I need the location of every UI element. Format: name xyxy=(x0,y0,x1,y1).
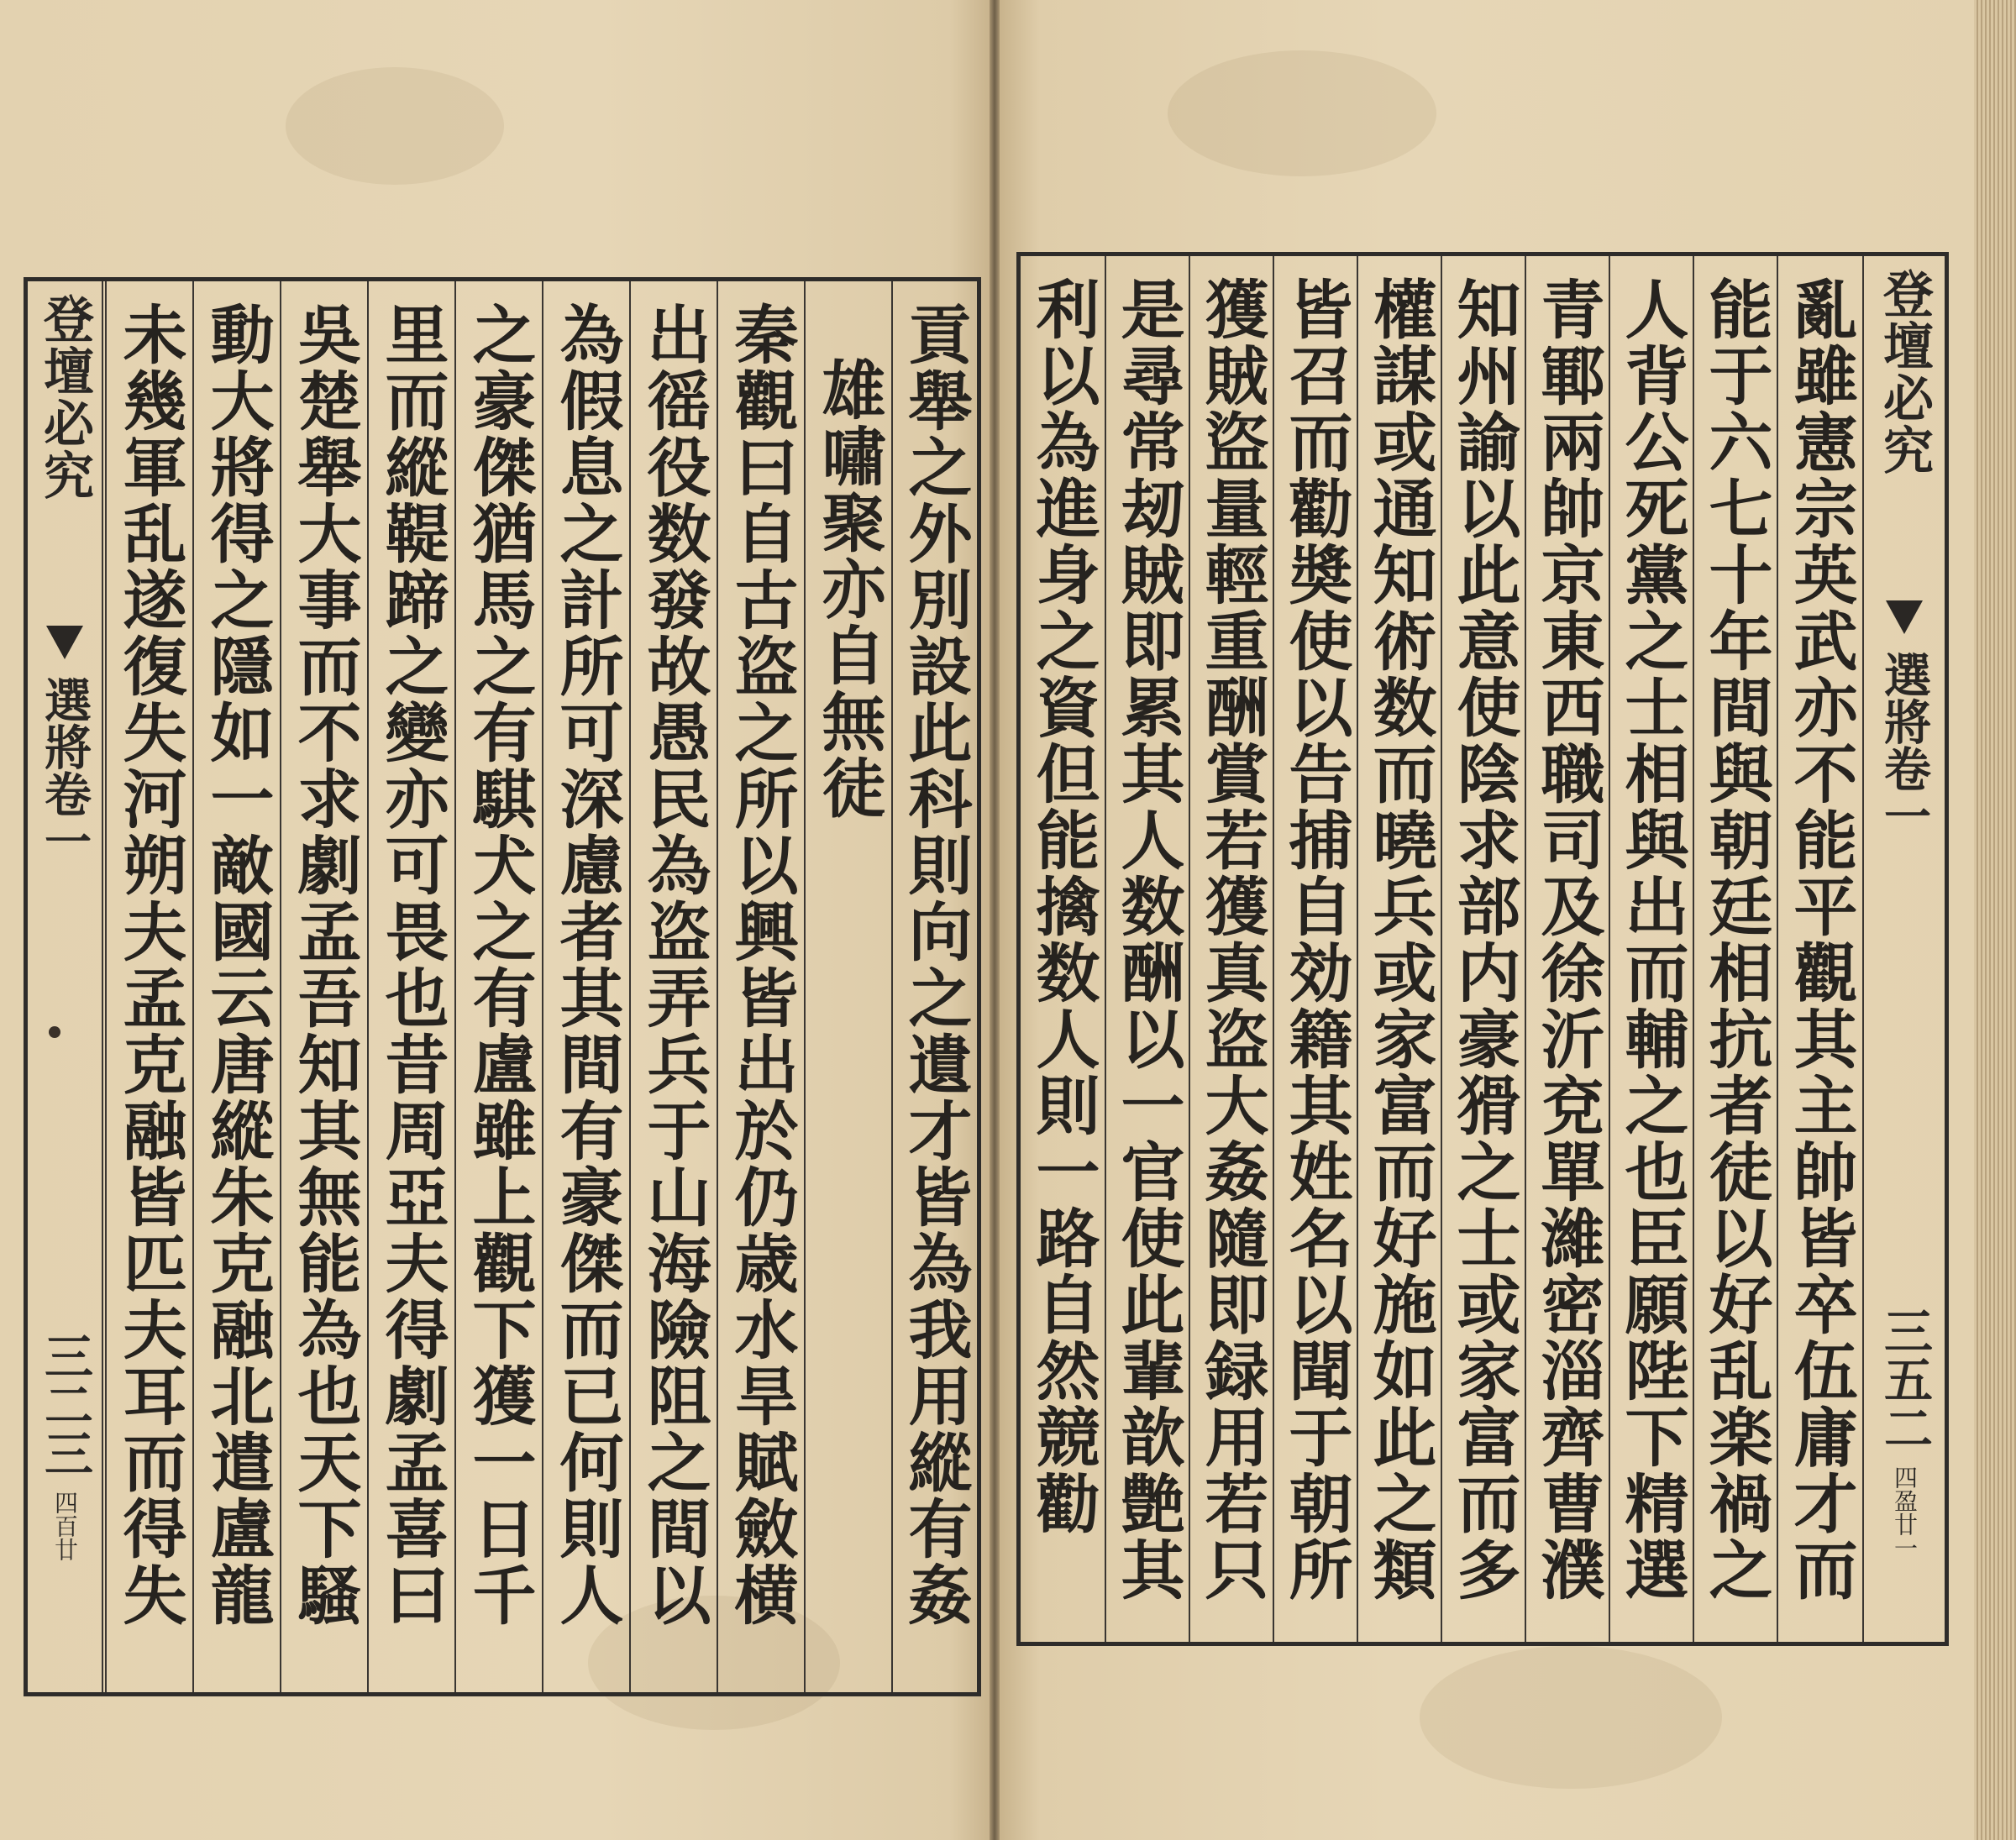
right-text-column-6: 權謀或通知術数而曉兵或家富而好施如此之類 xyxy=(1357,256,1441,1642)
fishtail-mark xyxy=(46,626,83,659)
fishtail-mark xyxy=(1886,600,1923,634)
right-banxin xyxy=(1862,256,1945,1642)
paper-stain xyxy=(286,67,504,185)
left-banxin xyxy=(28,281,103,1692)
book-gutter xyxy=(990,0,1000,1840)
right-text-column-5: 知州諭以此意使陰求部内豪猾之士或家富而多 xyxy=(1441,256,1525,1642)
right-text-frame xyxy=(1016,252,1949,1646)
right-text-column-10: 利以為進身之資但能擒数人則一路自然競勸 xyxy=(1026,276,1100,1537)
left-banxin-leaf-number: 三二三 xyxy=(36,1331,93,1477)
right-text-column-9: 是尋常刼賊即累其人数酬以一官使此輩歆艶其 xyxy=(1105,256,1189,1642)
left-text-column-5: 為假息之計所可深慮者其間有豪傑而已何則人 xyxy=(542,281,629,1692)
left-text-column-8: 吳楚舉大事而不求劇孟吾知其無能為也天下騷 xyxy=(280,281,367,1692)
right-banxin-title: 登壇必究 xyxy=(1875,268,1934,476)
right-text-column-1: 亂雖憲宗英武亦不能平觀其主帥皆卒伍庸才而 xyxy=(1777,256,1862,1642)
page-edges xyxy=(1974,0,2016,1840)
left-text-column-2: 雄嘯聚亦自無徒 xyxy=(804,281,891,1692)
right-banxin-leaf-number: 三五二 xyxy=(1876,1306,1933,1452)
right-page xyxy=(1000,0,1999,1840)
right-text-column-3: 人背公死黨之士相與出而輔之也臣願陛下精選 xyxy=(1609,256,1693,1642)
left-text-frame xyxy=(24,277,981,1696)
left-text-column-4: 出徭役数發故愚民為盗弄兵于山海險阻之間以 xyxy=(629,281,717,1692)
paper-stain xyxy=(1168,50,1436,176)
left-banxin-juan: 選將卷一 xyxy=(37,676,92,864)
left-text-column-10: 未幾軍乱遂復失河朔夫孟克融皆匹夫耳而得失 xyxy=(105,281,192,1692)
left-banxin-title: 登壇必究 xyxy=(35,293,94,501)
left-text-column-6: 之豪傑猶馬之有騏犬之有盧雖上觀下獲一日千 xyxy=(454,281,542,1692)
right-banxin-char-count: 四盈廿一 xyxy=(1891,1465,1919,1560)
left-text-column-1: 貢舉之外別設此科則向之遺才皆為我用縱有姦 xyxy=(891,281,977,1692)
left-page xyxy=(0,0,990,1840)
left-text-column-9: 動大將得之隱如一敵國云唐縱朱克融北遣盧龍 xyxy=(192,281,280,1692)
left-banxin-char-count: 四百廿 xyxy=(51,1491,79,1561)
right-text-column-8: 獲賊盜量輕重酬賞若獲真盗大姦隨即録用若只 xyxy=(1189,256,1273,1642)
right-text-column-4: 青鄆兩帥京東西職司及徐沂兗單濰密淄齊曹濮 xyxy=(1525,256,1609,1642)
left-text-column-3: 秦觀曰自古盗之所以興皆出於仍歳水旱賦斂横 xyxy=(717,281,804,1692)
left-text-column-7: 里而縱鞮蹄之變亦可畏也昔周亞夫得劇孟喜曰 xyxy=(367,281,454,1692)
right-text-column-2: 能于六七十年間與朝廷相抗者徒以好乱楽禍之 xyxy=(1693,256,1777,1642)
right-text-column-7: 皆召而勸奬使以告捕自効籍其姓名以聞于朝所 xyxy=(1273,256,1357,1642)
paper-stain xyxy=(1420,1646,1722,1789)
right-banxin-juan: 選將卷一 xyxy=(1877,651,1932,839)
